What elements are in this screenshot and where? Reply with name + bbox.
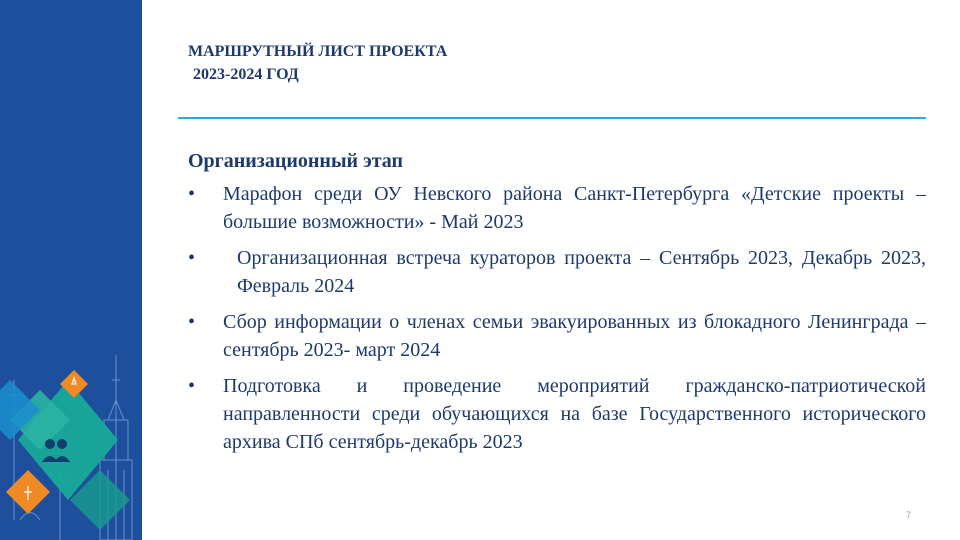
list-item-text: Сбор информации о членах семьи эвакуированных из блокадного Ленинграда – сентябрь 2023- март 2024	[223, 311, 926, 361]
title-underline	[178, 117, 926, 119]
list-item	[188, 372, 926, 456]
list-item-text: Организационная встреча кураторов проекта – Сентябрь 2023, Декабрь 2023, Февраль 2024	[237, 247, 926, 297]
title-line-2: 2023-2024 ГОД	[193, 66, 299, 83]
list-item	[188, 308, 926, 364]
section-heading: Организационный этап	[188, 150, 404, 172]
page-number: 7	[906, 510, 912, 520]
slide-content	[188, 148, 926, 464]
bullet-icon: •	[188, 183, 196, 205]
slide-title	[188, 40, 447, 86]
bullet-icon: •	[188, 247, 196, 269]
list-item-text: Марафон среди ОУ Невского района Санкт-Петербурга «Детские проекты – большие возможности» - Май 2023	[223, 183, 926, 233]
decorative-sidebar	[0, 0, 142, 540]
bullet-icon: •	[188, 375, 196, 397]
bullet-icon: •	[188, 311, 196, 333]
title-line-1: МАРШРУТНЫЙ ЛИСТ ПРОЕКТА	[188, 43, 448, 60]
list-item	[188, 244, 926, 300]
list-item	[188, 180, 926, 236]
list-item-text: Подготовка и проведение мероприятий гражданско-патриотической направленности среди обучающихся на базе Государственного исторического архива СПб сентябрь-декабрь 2023	[223, 375, 926, 453]
bullet-list	[188, 180, 926, 456]
sidebar-illustration	[0, 0, 142, 540]
